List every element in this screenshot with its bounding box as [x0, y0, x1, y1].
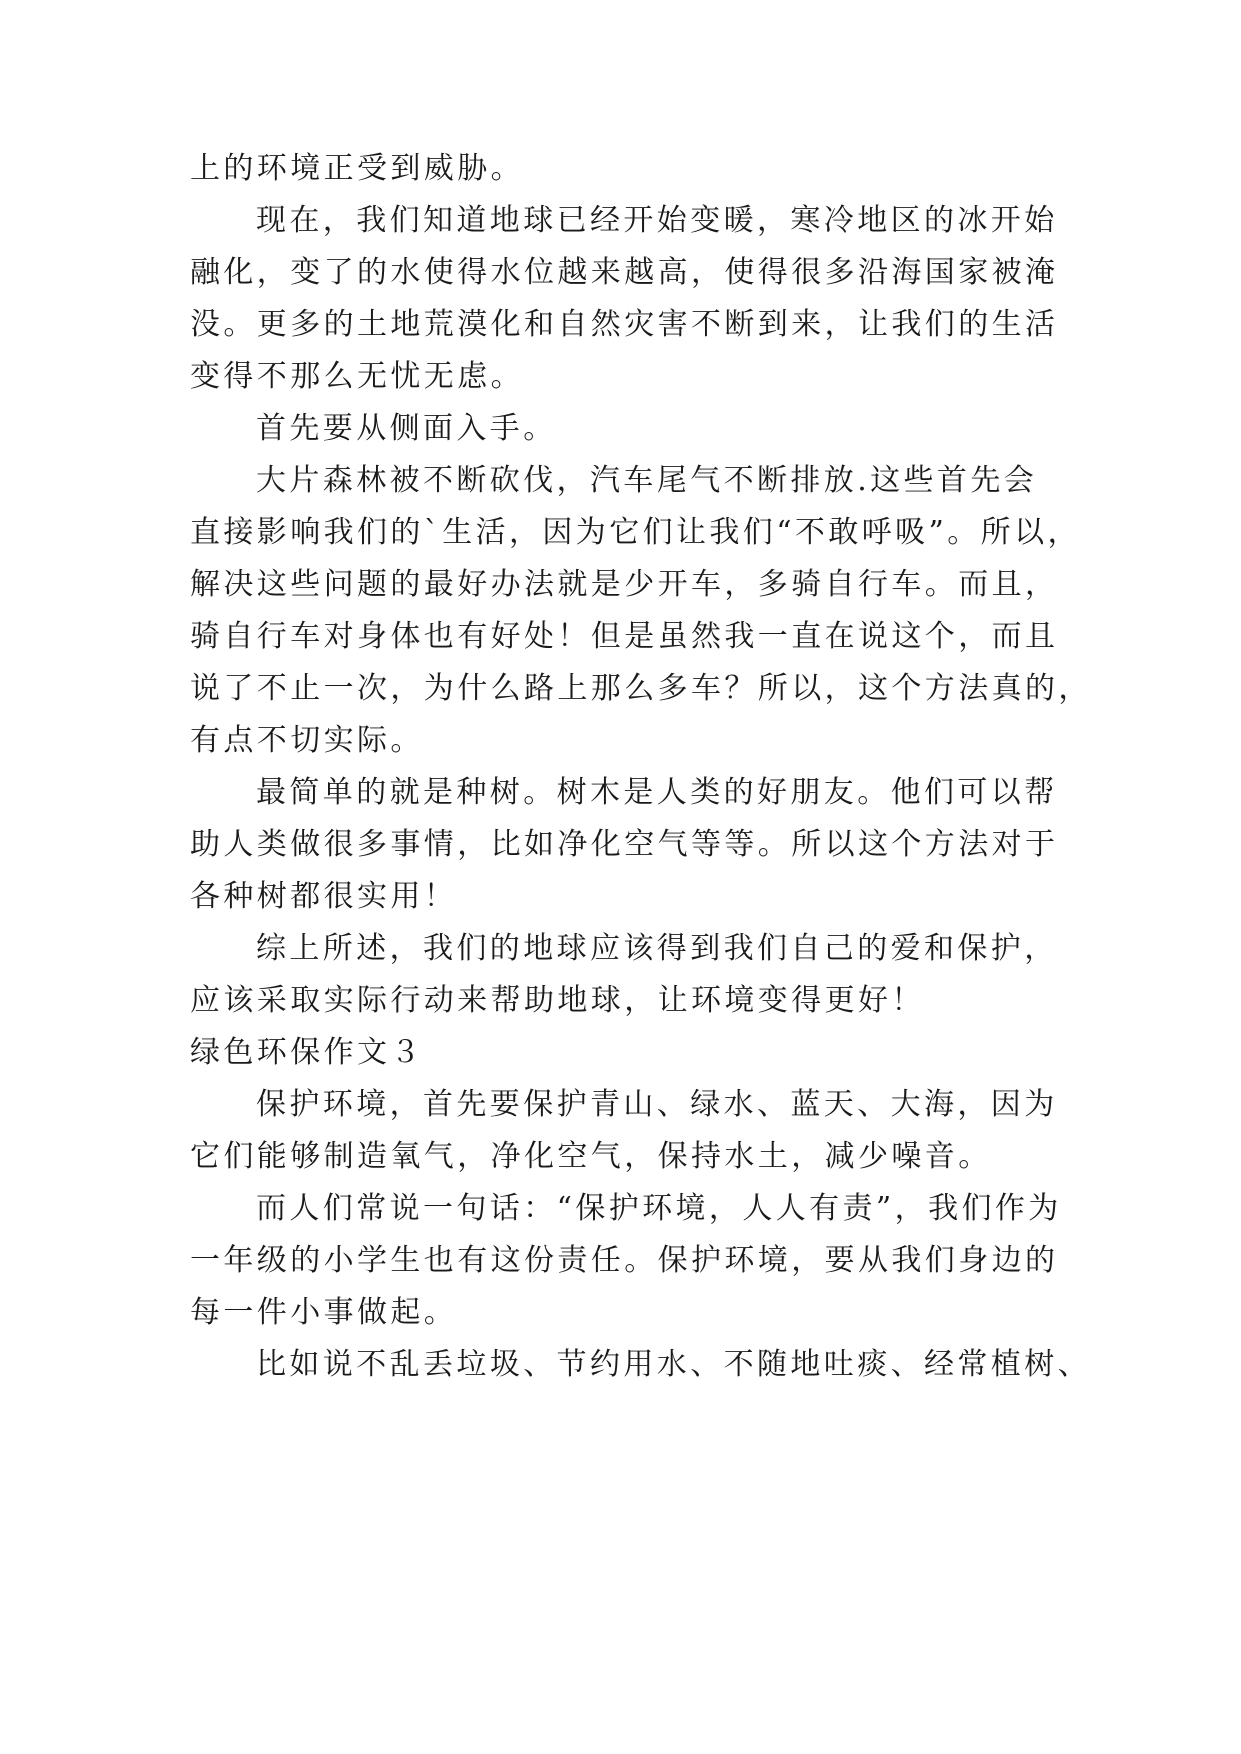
text-line: 各种树都很实用！: [190, 879, 458, 914]
section-heading: 绿色环保作文３: [190, 1035, 424, 1070]
paragraph-first-line: 现在，我们知道地球已经开始变暖，寒冷地区的冰开始: [256, 203, 1058, 238]
text-line: 解决这些问题的最好办法就是少开车，多骑自行车。而且，: [190, 567, 1059, 602]
text-line: 直接影响我们的`生活，因为它们让我们“不敢呼吸”。所以，: [190, 515, 1081, 550]
paragraph-first-line: 综上所述，我们的地球应该得到我们自己的爱和保护，: [256, 931, 1058, 966]
paragraph-first-line: 保护环境，首先要保护青山、绿水、蓝天、大海，因为: [256, 1087, 1058, 1122]
text-line: 上的环境正受到威胁。: [190, 151, 524, 186]
text-line: 应该采取实际行动来帮助地球，让环境变得更好！: [190, 983, 925, 1018]
text-line: 每一件小事做起。: [190, 1295, 458, 1330]
text-line: 助人类做很多事情，比如净化空气等等。所以这个方法对于: [190, 827, 1059, 862]
text-line: 一年级的小学生也有这份责任。保护环境，要从我们身边的: [190, 1243, 1059, 1278]
text-line: 说了不止一次，为什么路上那么多车？所以，这个方法真的，: [190, 671, 1092, 706]
paragraph-first-line: 而人们常说一句话：“保护环境，人人有责”，我们作为: [256, 1191, 1062, 1226]
text-line: 它们能够制造氧气，净化空气，保持水土，减少噪音。: [190, 1139, 992, 1174]
paragraph-first-line: 比如说不乱丢垃圾、节约用水、不随地吐痰、经常植树、: [256, 1347, 1091, 1382]
text-line: 骑自行车对身体也有好处！但是虽然我一直在说这个，而且: [190, 619, 1059, 654]
paragraph-first-line: 最简单的就是种树。树木是人类的好朋友。他们可以帮: [256, 775, 1058, 810]
text-line: 没。更多的土地荒漠化和自然灾害不断到来，让我们的生活: [190, 307, 1059, 342]
paragraph-first-line: 首先要从侧面入手。: [256, 411, 557, 446]
text-line: 变得不那么无忧无虑。: [190, 359, 524, 394]
text-line: 有点不切实际。: [190, 723, 424, 758]
paragraph-first-line: 大片森林被不断砍伐，汽车尾气不断排放.这些首先会: [256, 463, 1038, 498]
text-line: 融化，变了的水使得水位越来越高，使得很多沿海国家被淹: [190, 255, 1059, 290]
